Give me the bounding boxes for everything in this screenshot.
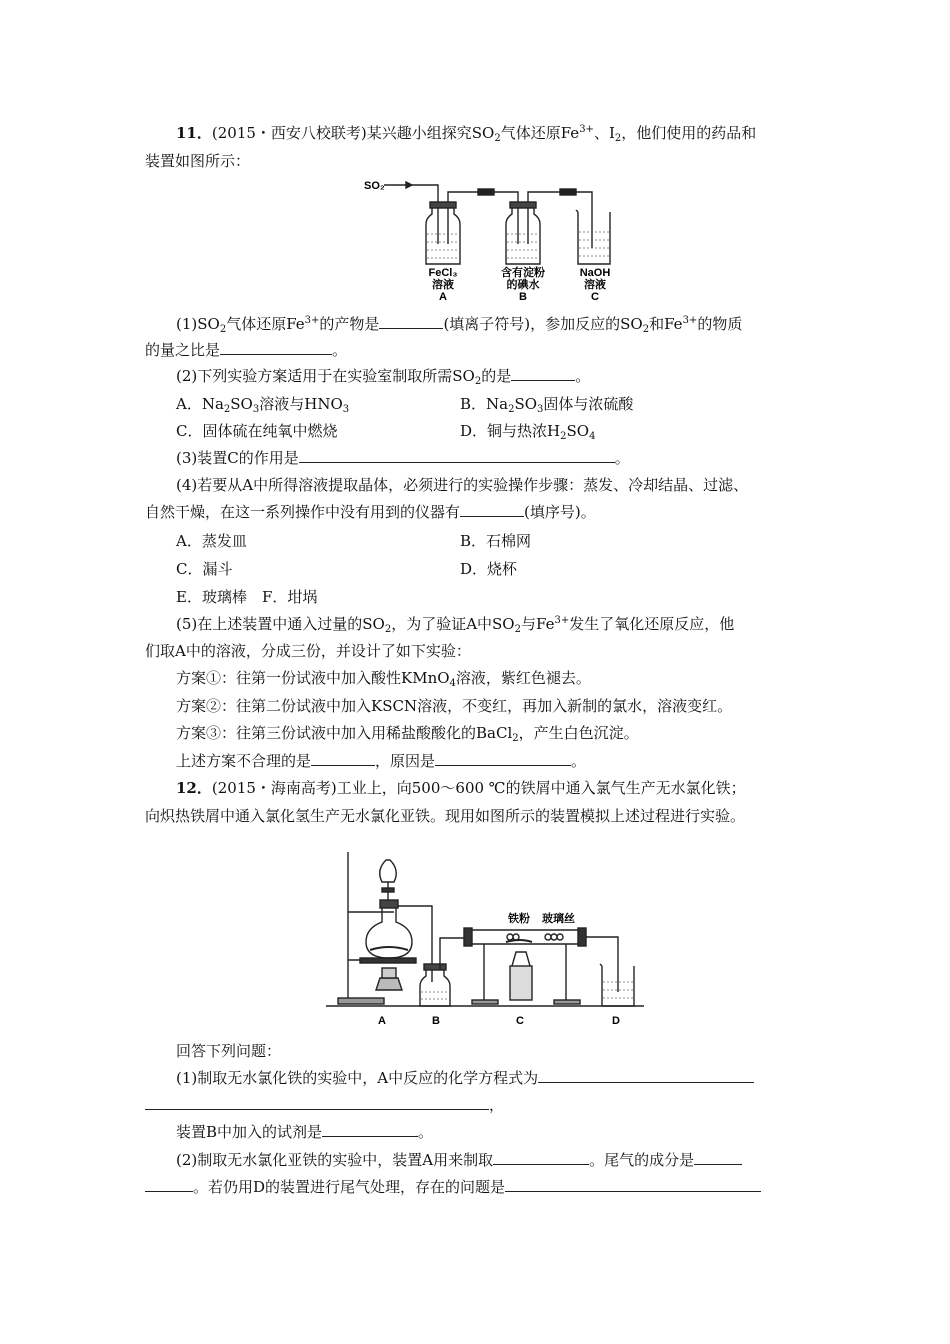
apparatus-c-letter: C (516, 1015, 524, 1027)
q12-line-1 (176, 778, 746, 798)
text: 溶液与HNO (259, 395, 343, 413)
q11-source: (2015・西安八校联考) (211, 124, 367, 142)
text: 工业上，向500～600 ℃的铁屑中通入氯气生产无水氯化铁； (336, 779, 746, 797)
q11-part2-option-a (176, 394, 349, 414)
text: 。 (575, 367, 591, 385)
text: 。 (571, 752, 587, 770)
text: 上述方案不合理的是 (176, 752, 312, 770)
q11-part4-option-c: C．漏斗 (176, 560, 233, 578)
text: 溶液，紫红色褪去。 (455, 669, 591, 687)
text: A．Na (176, 395, 224, 413)
text: (2)制取无水氯化亚铁的实验中，装置A用来制取 (176, 1151, 494, 1169)
apparatus-d-letter: D (612, 1015, 620, 1027)
text: ，原因是 (375, 752, 436, 770)
q11-intro-text: ，他们使用的药品和 (621, 124, 757, 142)
sub: 2 (474, 376, 482, 387)
q11-part2-option-c: C．固体硫在纯氧中燃烧 (176, 422, 338, 440)
q11-part2-option-d (460, 421, 595, 441)
sub: 3 (537, 404, 544, 415)
text: (3)装置C的作用是 (176, 449, 299, 467)
text: 自然干燥，在这一系列操作中没有用到的仪器有 (145, 503, 461, 521)
sub: 2 (514, 624, 521, 635)
sup: 3+ (579, 124, 594, 135)
q11-conclusion (176, 751, 586, 771)
text: 的产物是 (319, 315, 380, 333)
q11-part3-line (176, 448, 630, 468)
q11-plan-1 (176, 668, 591, 688)
bottle-b-letter: B (519, 291, 527, 303)
sub: 2 (494, 133, 501, 144)
bottle-a-letter: A (439, 291, 447, 303)
answer-blank[interactable] (694, 1150, 742, 1165)
answer-blank[interactable] (511, 366, 575, 381)
q11-part5-line-1 (176, 614, 734, 634)
text: 方案③：往第三份试液中加入用稀盐酸酸化的BaCl (176, 724, 513, 742)
answer-blank[interactable] (505, 1177, 761, 1192)
q11-part1-line-1 (176, 314, 742, 334)
q11-part2-option-b (460, 394, 633, 414)
q11-line-2: 装置如图所示： (145, 152, 251, 170)
sub: 2 (642, 324, 650, 335)
bottle-b-reagent-2: 的碘水 (506, 279, 540, 291)
q12-source: (2015・海南高考) (211, 779, 337, 797)
text: SO (514, 395, 538, 413)
q11-plan-3 (176, 723, 639, 743)
q12-part1-line-3 (176, 1122, 433, 1142)
answer-blank[interactable] (435, 751, 571, 766)
q12-line-2: 向炽热铁屑中通入氯化氢生产无水氯化亚铁。现用如图所示的装置模拟上述过程进行实验。 (145, 807, 746, 825)
text: D．铜与热浓H (460, 422, 561, 440)
answer-blank[interactable] (538, 1068, 754, 1083)
q11-number: 11． (176, 124, 212, 142)
answer-blank[interactable] (311, 751, 375, 766)
q12-part1-line-1 (176, 1068, 754, 1088)
sup: 3+ (682, 315, 698, 326)
iron-powder-label: 铁粉 (508, 913, 530, 925)
answer-blank[interactable] (493, 1150, 589, 1165)
sub: 2 (614, 133, 622, 144)
q11-intro-text: 、I (593, 124, 615, 142)
bottle-a-reagent: FeCl₃ (428, 267, 458, 279)
sub: 4 (589, 431, 596, 442)
q11-part4-line-1: (4)若要从A中所得溶液提取晶体，必须进行的实验操作步骤：蒸发、冷却结晶、过滤、 (176, 476, 749, 494)
q12-part2-line-1 (176, 1150, 742, 1170)
text: 方案①：往第一份试液中加入酸性KMnO (176, 669, 450, 687)
q11-part4-option-ef: E．玻璃棒 F．坩埚 (176, 588, 318, 606)
sub: 4 (449, 678, 456, 689)
text: 。 (332, 341, 348, 359)
sub: 2 (384, 624, 392, 635)
beaker-c-reagent: NaOH (579, 267, 611, 279)
beaker-c-reagent-2: 溶液 (584, 279, 606, 291)
sub: 3 (252, 404, 260, 415)
q11-part2-line (176, 366, 590, 386)
text: 气体还原Fe (226, 315, 305, 333)
q12-part2-line-2 (145, 1177, 761, 1197)
answer-blank[interactable] (145, 1177, 193, 1192)
answer-blank[interactable] (460, 502, 524, 517)
q12-apparatus-figure (320, 842, 650, 1032)
q12-part1-line-2 (145, 1095, 504, 1115)
q11-line-1 (176, 123, 756, 143)
answer-blank[interactable] (220, 340, 332, 355)
q11-part4-option-d: D．烧杯 (460, 560, 518, 578)
text: 和Fe (649, 315, 683, 333)
text: (1)制取无水氯化铁的实验中，A中反应的化学方程式为 (176, 1069, 539, 1087)
glass-wool-label: 玻璃丝 (542, 913, 575, 925)
q12-answer-intro: 回答下列问题： (176, 1042, 282, 1060)
text: B．Na (460, 395, 509, 413)
so2-inlet-label: SO₂ (364, 180, 385, 192)
sub: 2 (508, 404, 515, 415)
q11-intro-text: 某兴趣小组探究SO (366, 124, 495, 142)
text: 。 (614, 449, 630, 467)
text: 的物质 (697, 315, 743, 333)
q11-plan-2: 方案②：往第二份试液中加入KSCN溶液，不变红，再加入新制的氯水，溶液变红。 (176, 697, 733, 715)
text: (填离子符号)，参加反应的SO (443, 315, 643, 333)
text: 的是 (481, 367, 512, 385)
sub: 2 (560, 431, 567, 442)
text: 。尾气的成分是 (589, 1151, 695, 1169)
q11-intro-text: 气体还原Fe (500, 124, 580, 142)
sup: 3+ (304, 315, 320, 326)
answer-blank[interactable] (322, 1122, 418, 1137)
text: 固体与浓硫酸 (543, 395, 634, 413)
text: SO (566, 422, 590, 440)
text: 。 (418, 1123, 434, 1141)
q11-apparatus-figure (360, 172, 630, 304)
q12-number: 12． (176, 779, 212, 797)
bottle-a-reagent-2: 溶液 (432, 279, 454, 291)
answer-blank[interactable] (145, 1095, 489, 1110)
answer-blank[interactable] (299, 448, 615, 463)
q11-part1-line-2 (145, 340, 347, 360)
text: 发生了氧化还原反应，他 (569, 615, 735, 633)
apparatus-b-letter: B (432, 1015, 440, 1027)
bottle-b-reagent: 含有淀粉 (501, 267, 545, 279)
sub: 2 (512, 733, 519, 744)
beaker-c-letter: C (591, 291, 599, 303)
text: 装置B中加入的试剂是 (176, 1123, 323, 1141)
sub: 3 (342, 404, 350, 415)
text: (5)在上述装置中通入过量的SO (176, 615, 385, 633)
q11-part5-line-2: 们取A中的溶液，分成三份，并设计了如下实验： (145, 642, 471, 660)
q11-part4-line-2 (145, 502, 596, 522)
text: SO (230, 395, 253, 413)
text: (填序号)。 (524, 503, 596, 521)
q11-part4-option-a: A．蒸发皿 (176, 532, 247, 550)
text: 与Fe (521, 615, 555, 633)
sup: 3+ (554, 615, 570, 626)
text: 。若仍用D的装置进行尾气处理，存在的问题是 (193, 1178, 506, 1196)
text: ，为了验证A中SO (391, 615, 515, 633)
sub: 2 (223, 404, 231, 415)
answer-blank[interactable] (379, 314, 443, 329)
apparatus-a-letter: A (378, 1015, 386, 1027)
q11-part4-option-b: B．石棉网 (460, 532, 532, 550)
text: 的量之比是 (145, 341, 221, 359)
text: (1)SO (176, 315, 220, 333)
text: ，产生白色沉淀。 (518, 724, 639, 742)
text: ， (489, 1096, 505, 1114)
sub: 2 (219, 324, 227, 335)
text: (2)下列实验方案适用于在实验室制取所需SO (176, 367, 475, 385)
